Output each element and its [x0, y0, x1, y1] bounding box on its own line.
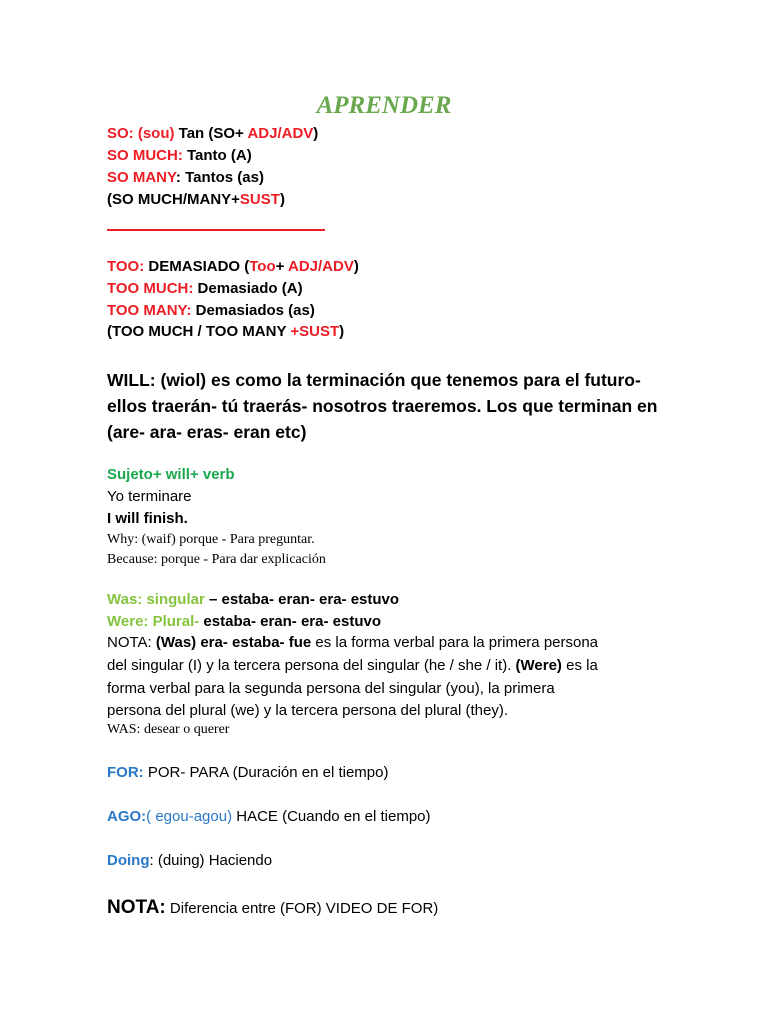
nota-final-label: NOTA: [107, 897, 166, 918]
so-sust-close: ) [279, 191, 285, 208]
so-line [107, 124, 318, 144]
too-word: Too [249, 258, 276, 275]
was-text: – estaba- eran- era- estuvo [204, 591, 400, 608]
were-label: Were: Plural- [107, 613, 200, 630]
too-sust-open: (TOO MUCH / TOO MANY [107, 323, 291, 340]
will-spanish-example: Yo terminare [107, 488, 192, 505]
too-much-line [107, 279, 303, 299]
so-many-line [107, 168, 264, 188]
so-much-label: SO MUCH: [107, 147, 183, 164]
so-sust-word: SUST [239, 191, 280, 208]
so-text: Tan (SO+ [174, 125, 248, 142]
because-line: Because: porque - Para dar explicación [107, 552, 326, 567]
so-much-line [107, 146, 252, 166]
too-much-label: TOO MUCH: [107, 280, 194, 297]
for-line [107, 763, 388, 783]
ago-label: AGO: [107, 808, 147, 825]
will-line-2: ellos traerán- tú traerás- nosotros traeremos. Los que terminan en [107, 396, 658, 416]
will-formula: Sujeto+ will+ verb [107, 466, 235, 483]
so-sust-line [107, 190, 285, 210]
so-many-label: SO MANY [107, 169, 176, 186]
were-line [107, 612, 381, 632]
for-text: POR- PARA (Duración en el tiempo) [143, 764, 389, 781]
too-many-text: Demasiados (as) [191, 302, 315, 319]
nota-final-text: Diferencia entre (FOR) VIDEO DE FOR) [165, 900, 439, 917]
was-label: Was: singular [107, 591, 205, 608]
was-line [107, 590, 399, 610]
too-sust-line [107, 322, 344, 342]
nota-1a: NOTA: [107, 634, 156, 651]
so-much-text: Tanto (A) [182, 147, 252, 164]
page-title: APRENDER [316, 92, 452, 119]
was-desear-line: WAS: desear o querer [107, 722, 230, 737]
too-text: DEMASIADO ( [144, 258, 250, 275]
too-many-label: TOO MANY: [107, 302, 192, 319]
nota-line-1 [107, 633, 598, 653]
nota-line-3: forma verbal para la segunda persona del singular (you), la primera [107, 680, 555, 697]
will-line-1: WILL: (wiol) es como la terminación que tenemos para el futuro- [107, 370, 641, 390]
nota-1b: (Was) era- estaba- fue [155, 634, 312, 651]
nota-2c: es la [561, 657, 598, 674]
nota-2a: del singular (I) y la tercera persona del singular (he / she / it). [107, 657, 516, 674]
too-adj: ADJ/ADV [287, 258, 354, 275]
too-plus: + [275, 258, 288, 275]
were-text: estaba- eran- era- estuvo [199, 613, 381, 630]
too-label: TOO: [107, 258, 145, 275]
so-sust-open: (SO MUCH/MANY+ [107, 191, 240, 208]
too-many-line [107, 301, 315, 321]
ago-text: HACE (Cuando en el tiempo) [232, 808, 431, 825]
ago-line [107, 807, 431, 827]
too-line [107, 257, 359, 277]
will-line-3: (are- ara- eras- eran etc) [107, 422, 307, 442]
so-close: ) [313, 125, 319, 142]
nota-2b: (Were) [515, 657, 562, 674]
doing-label: Doing [107, 852, 150, 869]
for-label: FOR: [107, 764, 144, 781]
doing-text: : (duing) Haciendo [149, 852, 273, 869]
so-many-text: : Tantos (as) [175, 169, 264, 186]
red-divider [107, 229, 325, 231]
so-adj: ADJ/ADV [247, 125, 314, 142]
nota-final-line [107, 896, 438, 921]
will-english-example: I will finish. [107, 510, 188, 527]
doing-line [107, 851, 272, 871]
too-sust-close: ) [339, 323, 345, 340]
nota-line-2 [107, 656, 598, 676]
ago-pron: ( egou-agou) [146, 808, 233, 825]
nota-line-4: persona del plural (we) y la tercera persona del plural (they). [107, 702, 509, 719]
so-label: SO: (sou) [107, 125, 175, 142]
nota-1c: es la forma verbal para la primera persona [311, 634, 599, 651]
why-line: Why: (waif) porque - Para preguntar. [107, 532, 315, 547]
too-much-text: Demasiado (A) [193, 280, 303, 297]
too-sust-word: +SUST [290, 323, 340, 340]
too-close: ) [353, 258, 359, 275]
